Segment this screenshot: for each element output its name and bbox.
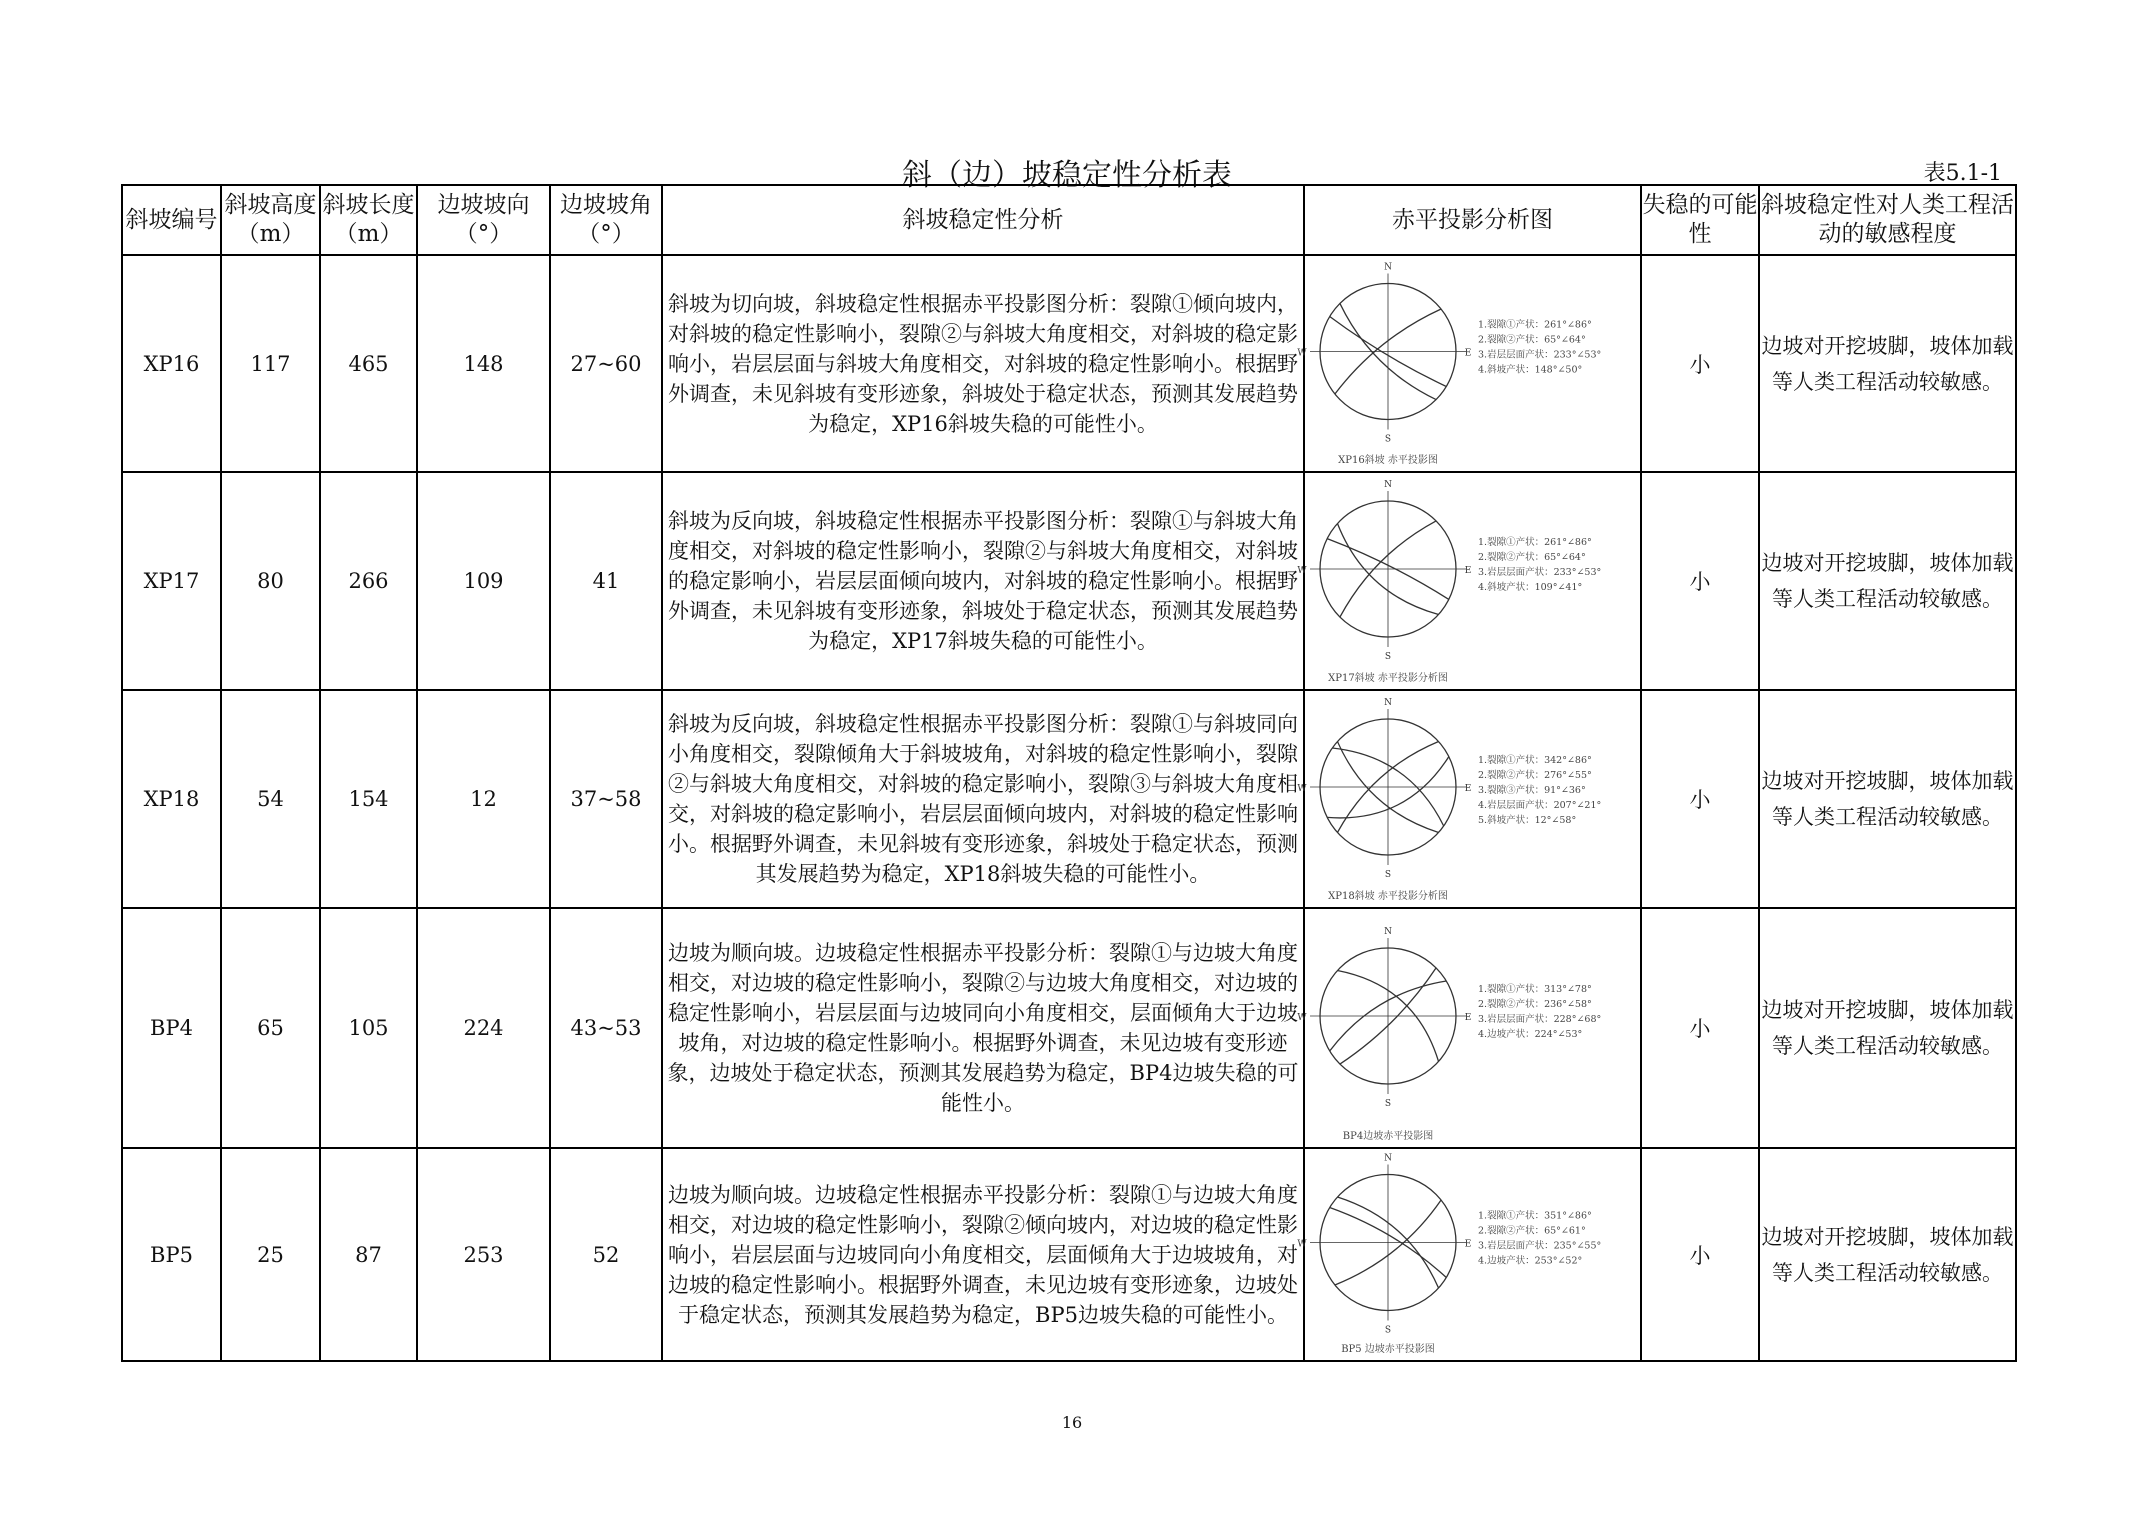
stereonet-legend-item: 4.斜坡产状：148°∠50° [1477, 364, 1582, 376]
stereonet-legend-item: 4.岩层层面产状：207°∠21° [1477, 800, 1601, 811]
compass-label: W [1296, 1239, 1307, 1250]
cell-angle: 52 [550, 1148, 662, 1361]
stereonet-legend-item: 1.裂隙①产状：313°∠78° [1477, 984, 1592, 995]
header-row [122, 185, 2016, 255]
stereonet-caption: XP17斜坡 赤平投影分析图 [1327, 673, 1448, 684]
cell-dir: 253 [417, 1148, 550, 1361]
stereonet-lines [1310, 1165, 1466, 1321]
stereonet-legend-item: 3.岩层层面产状：228°∠68° [1477, 1014, 1601, 1025]
compass-label: W [1296, 1013, 1307, 1023]
cell-sensitivity: 边坡对开挖坡脚，坡体加载等人类工程活动较敏感。 [1759, 255, 2016, 472]
stereonet-legend-item: 2.裂隙②产状：276°∠55° [1477, 770, 1592, 781]
stereonet-legend-item: 3.裂隙③产状：91°∠36° [1477, 785, 1586, 796]
cell-id: XP17 [122, 472, 221, 690]
stereonet-diagram [1296, 1151, 1638, 1358]
cell-angle: 37~58 [550, 690, 662, 908]
cell-projection [1296, 472, 1641, 690]
stereonet-legend-item: 1.裂隙①产状：261°∠86° [1477, 537, 1592, 548]
cell-length: 465 [320, 255, 417, 472]
stereonet-legend-item: 4.斜坡产状：109°∠41° [1477, 582, 1582, 593]
stereonet-caption: XP16斜坡 赤平投影图 [1337, 455, 1438, 466]
stereonet-diagram [1296, 475, 1638, 687]
stereonet-legend-item: 2.裂隙②产状：65°∠64° [1477, 552, 1586, 563]
stereonet-legend-item: 1.裂隙①产状：351°∠86° [1477, 1210, 1592, 1222]
cell-projection [1296, 690, 1641, 908]
stereonet-lines [1310, 491, 1466, 647]
cell-height: 117 [221, 255, 320, 472]
stereonet-legend-item: 1.裂隙①产状：261°∠86° [1477, 319, 1592, 331]
cell-angle: 27~60 [550, 255, 662, 472]
compass-label: E [1464, 784, 1471, 794]
cell-sensitivity: 边坡对开挖坡脚，坡体加载等人类工程活动较敏感。 [1759, 472, 2016, 690]
stereonet-legend-item: 3.岩层层面产状：235°∠55° [1477, 1240, 1601, 1252]
cell-possibility: 小 [1641, 908, 1759, 1148]
cell-analysis: 边坡为顺向坡。边坡稳定性根据赤平投影分析：裂隙①与边坡大角度相交，对边坡的稳定性影响小，裂隙②倾向坡内，对边坡的稳定性影响小，岩层层面与边坡同向小角度相交，层面倾角大于边坡坡角，对边坡的稳定性影响小。根据野外调查，未见边坡有变形迹象，边坡处于稳定状态，预测其发展趋势为稳定，BP5边坡失稳的可能性小。 [662, 1148, 1304, 1361]
stereonet-diagram [1296, 693, 1638, 905]
cell-id: XP16 [122, 255, 221, 472]
stereonet-legend-item: 3.岩层层面产状：233°∠53° [1477, 567, 1601, 578]
stereonet-caption: BP5 边坡赤平投影图 [1340, 1344, 1435, 1355]
cell-possibility: 小 [1641, 1148, 1759, 1361]
cell-projection [1296, 255, 1641, 472]
cell-projection [1296, 1148, 1641, 1361]
cell-dir: 109 [417, 472, 550, 690]
compass-label: E [1464, 566, 1471, 576]
cell-length: 87 [320, 1148, 417, 1361]
compass-label: S [1384, 1099, 1391, 1109]
cell-length: 105 [320, 908, 417, 1148]
cell-id: BP5 [122, 1148, 221, 1361]
compass-label: N [1383, 1153, 1392, 1164]
table-row [122, 255, 2016, 472]
compass-label: S [1384, 434, 1391, 445]
cell-height: 80 [221, 472, 320, 690]
cell-analysis: 斜坡为切向坡，斜坡稳定性根据赤平投影图分析：裂隙①倾向坡内，对斜坡的稳定性影响小，裂隙②与斜坡大角度相交，对斜坡的稳定影响小，岩层层面与斜坡大角度相交，对斜坡的稳定性影响小。根据野外调查，未见斜坡有变形迹象，斜坡处于稳定状态，预测其发展趋势为稳定，XP16斜坡失稳的可能性小。 [662, 255, 1304, 472]
compass-label: S [1384, 870, 1391, 880]
cell-possibility: 小 [1641, 255, 1759, 472]
cell-sensitivity: 边坡对开挖坡脚，坡体加载等人类工程活动较敏感。 [1759, 1148, 2016, 1361]
header-id: 斜坡编号 [122, 185, 221, 255]
header-angle: 边坡坡角（°） [550, 185, 662, 255]
header-dir: 边坡坡向（°） [417, 185, 550, 255]
stereonet-diagram [1296, 258, 1638, 469]
cell-projection [1296, 908, 1641, 1148]
compass-label: S [1384, 652, 1391, 662]
compass-label: E [1464, 1013, 1471, 1023]
header-possibility: 失稳的可能性 [1641, 185, 1759, 255]
stereonet-caption: XP18斜坡 赤平投影分析图 [1327, 891, 1448, 902]
cell-dir: 12 [417, 690, 550, 908]
cell-id: BP4 [122, 908, 221, 1148]
compass-label: N [1383, 480, 1392, 490]
cell-length: 266 [320, 472, 417, 690]
cell-length: 154 [320, 690, 417, 908]
table-number: 表5.1-1 [1923, 161, 2002, 186]
compass-label: N [1383, 262, 1392, 273]
table-row [122, 1148, 2016, 1361]
cell-height: 54 [221, 690, 320, 908]
slope-stability-table [121, 184, 2017, 1362]
cell-angle: 41 [550, 472, 662, 690]
cell-dir: 148 [417, 255, 550, 472]
cell-analysis: 边坡为顺向坡。边坡稳定性根据赤平投影分析：裂隙①与边坡大角度相交，对边坡的稳定性影响小，裂隙②与边坡大角度相交，对边坡的稳定性影响小，岩层层面与边坡同向小角度相交，层面倾角大于边坡坡角，对边坡的稳定性影响小。根据野外调查，未见边坡有变形迹象，边坡处于稳定状态，预测其发展趋势为稳定，BP4边坡失稳的可能性小。 [662, 908, 1304, 1148]
cell-angle: 43~53 [550, 908, 662, 1148]
page-title: 斜（边）坡稳定性分析表 [902, 158, 1232, 193]
compass-label: N [1383, 698, 1392, 708]
cell-sensitivity: 边坡对开挖坡脚，坡体加载等人类工程活动较敏感。 [1759, 690, 2016, 908]
stereonet-caption: BP4边坡赤平投影图 [1342, 1131, 1433, 1142]
stereonet-legend-item: 2.裂隙②产状：65°∠64° [1477, 334, 1586, 346]
stereonet-legend-item: 1.裂隙①产状：342°∠86° [1477, 755, 1592, 766]
page-number: 16 [1061, 1413, 1083, 1432]
header-sensitivity: 斜坡稳定性对人类工程活动的敏感程度 [1759, 185, 2016, 255]
stereonet-legend-item: 5.斜坡产状：12°∠58° [1477, 815, 1576, 826]
stereonet-lines [1310, 274, 1466, 430]
cell-possibility: 小 [1641, 472, 1759, 690]
cell-analysis: 斜坡为反向坡，斜坡稳定性根据赤平投影图分析：裂隙①与斜坡同向小角度相交，裂隙倾角大于斜坡坡角，对斜坡的稳定性影响小，裂隙②与斜坡大角度相交，对斜坡的稳定影响小，裂隙③与斜坡大角度相交，对斜坡的稳定影响小，岩层层面倾向坡内，对斜坡的稳定性影响小。根据野外调查，未见斜坡有变形迹象，斜坡处于稳定状态，预测其发展趋势为稳定，XP18斜坡失稳的可能性小。 [662, 690, 1304, 908]
compass-label: E [1464, 1239, 1471, 1250]
header-height: 斜坡高度（m） [221, 185, 320, 255]
stereonet-lines [1310, 938, 1466, 1094]
stereonet-legend-item: 4.边坡产状：224°∠53° [1477, 1029, 1582, 1040]
stereonet-lines [1310, 709, 1466, 865]
compass-label: S [1384, 1325, 1391, 1336]
table-row [122, 690, 2016, 908]
cell-possibility: 小 [1641, 690, 1759, 908]
stereonet-diagram [1296, 911, 1638, 1145]
header-analysis: 斜坡稳定性分析 [662, 185, 1304, 255]
cell-analysis: 斜坡为反向坡，斜坡稳定性根据赤平投影图分析：裂隙①与斜坡大角度相交，对斜坡的稳定性影响小，裂隙②与斜坡大角度相交，对斜坡的稳定影响小，岩层层面倾向坡内，对斜坡的稳定性影响小。根据野外调查，未见斜坡有变形迹象，斜坡处于稳定状态，预测其发展趋势为稳定，XP17斜坡失稳的可能性小。 [662, 472, 1304, 690]
cell-dir: 224 [417, 908, 550, 1148]
cell-height: 25 [221, 1148, 320, 1361]
table-row [122, 908, 2016, 1148]
compass-label: W [1296, 348, 1307, 359]
header-length: 斜坡长度（m） [320, 185, 417, 255]
stereonet-legend-item: 2.裂隙②产状：236°∠58° [1477, 999, 1592, 1010]
compass-label: N [1383, 927, 1392, 937]
cell-height: 65 [221, 908, 320, 1148]
stereonet-legend-item: 2.裂隙②产状：65°∠61° [1477, 1225, 1586, 1237]
stereonet-legend-item: 3.岩层层面产状：233°∠53° [1477, 349, 1601, 361]
stereonet-legend-item: 4.边坡产状：253°∠52° [1477, 1255, 1582, 1267]
compass-label: E [1464, 348, 1471, 359]
compass-label: W [1296, 566, 1307, 576]
cell-sensitivity: 边坡对开挖坡脚，坡体加载等人类工程活动较敏感。 [1759, 908, 2016, 1148]
cell-id: XP18 [122, 690, 221, 908]
table-row [122, 472, 2016, 690]
header-projection: 赤平投影分析图 [1304, 185, 1641, 255]
compass-label: W [1296, 784, 1307, 794]
